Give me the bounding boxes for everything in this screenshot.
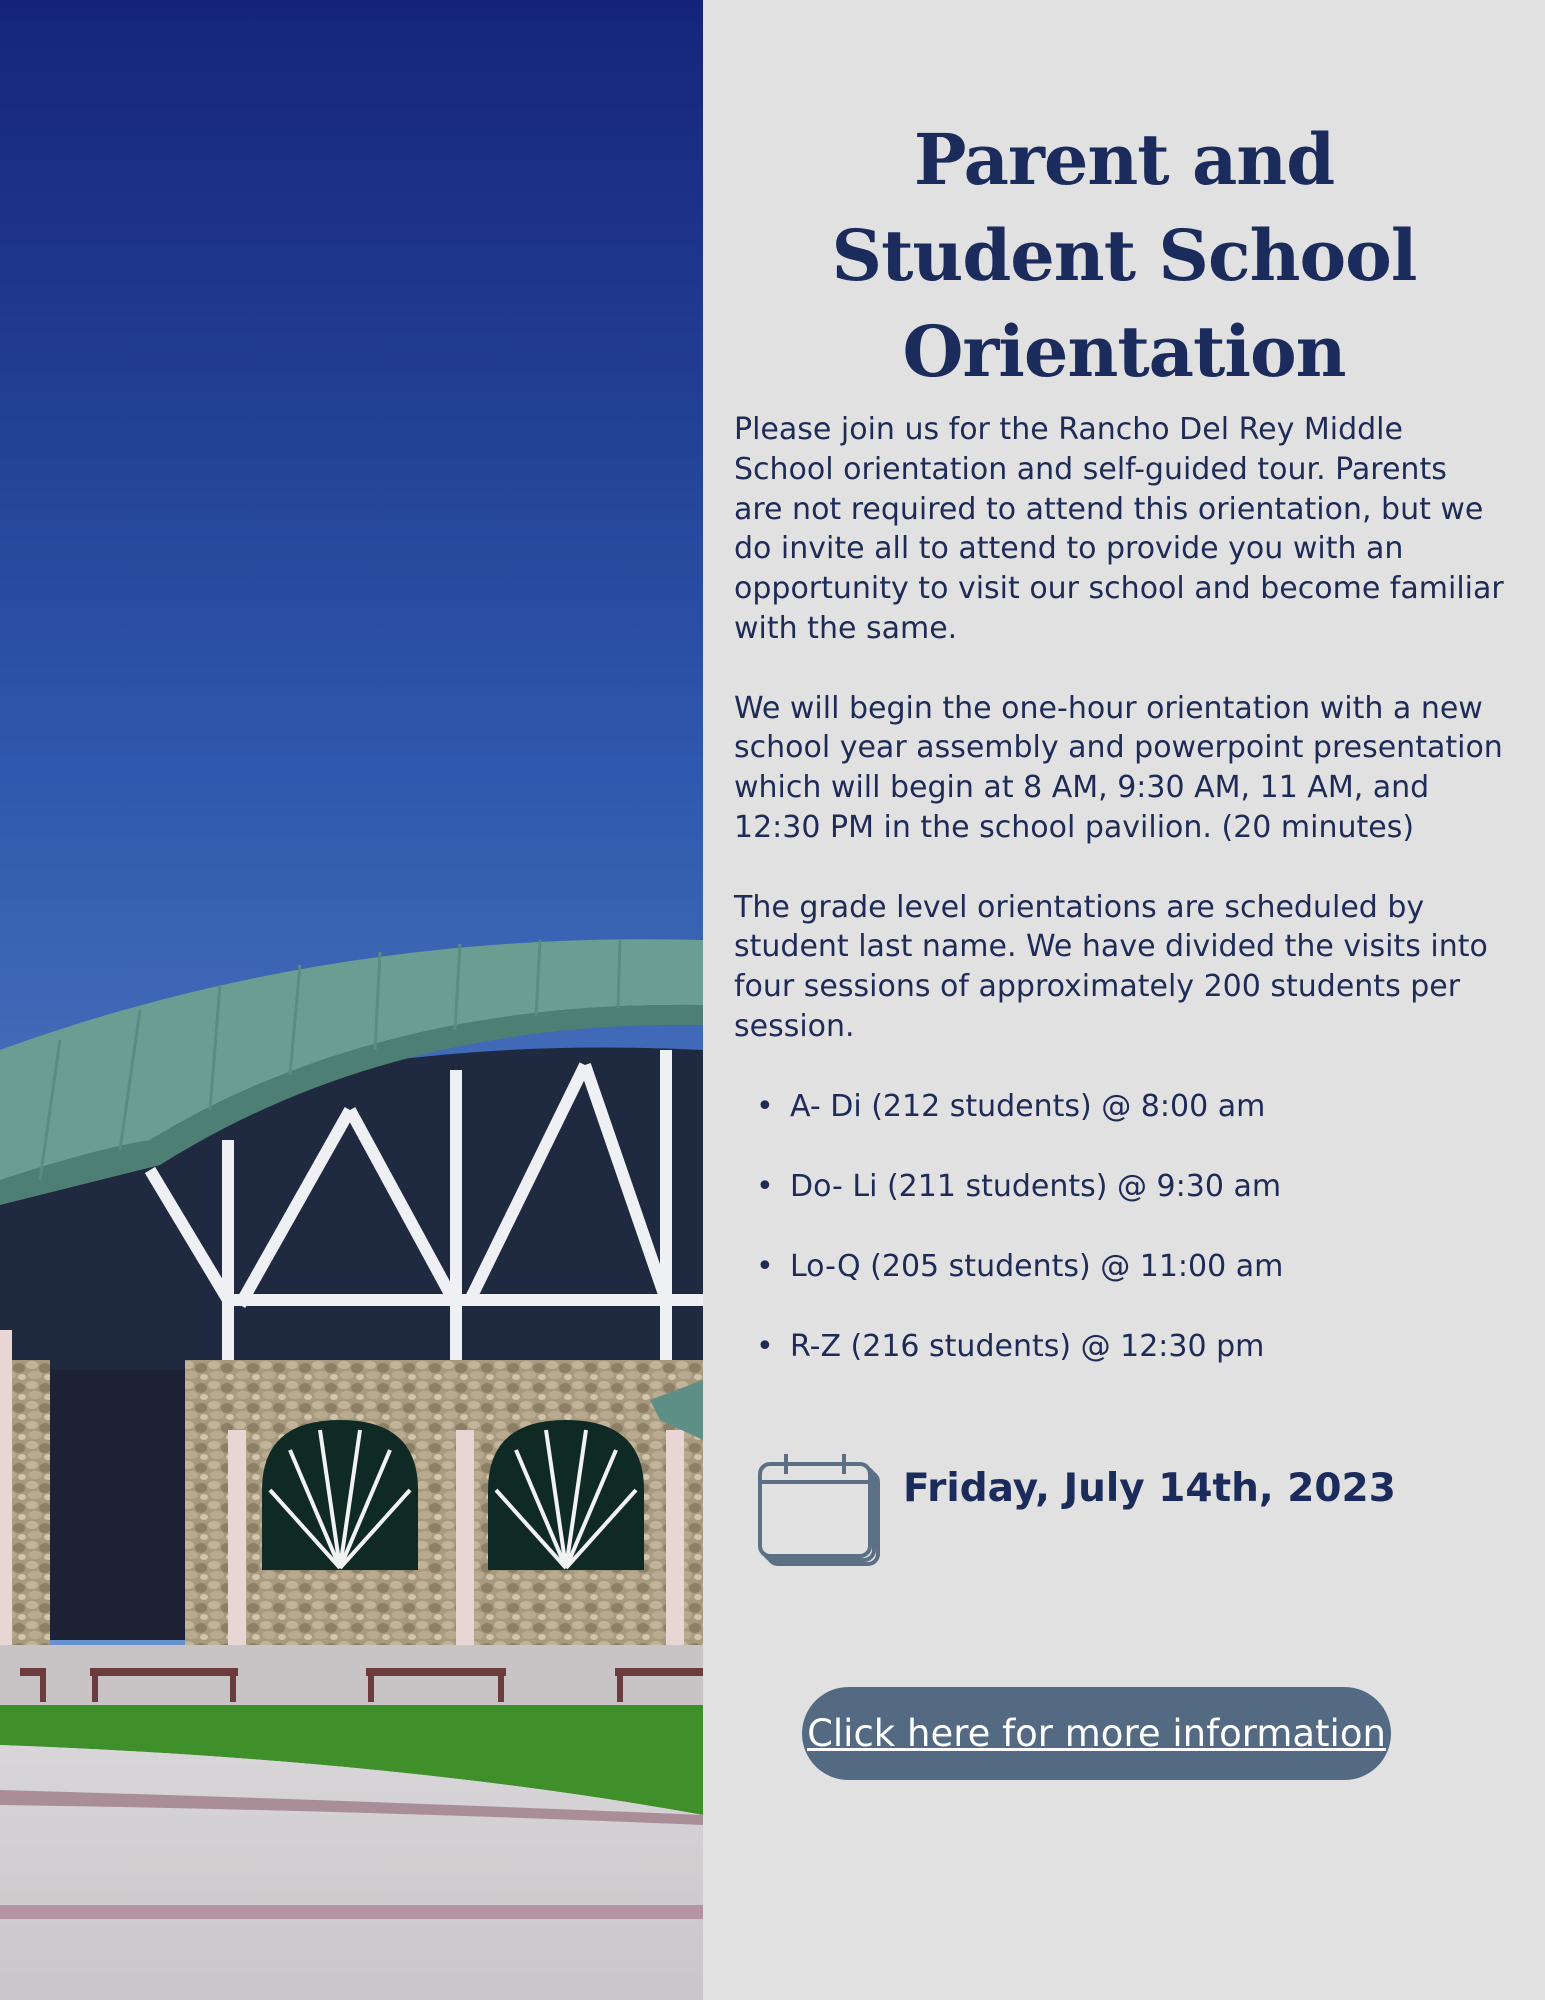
session-item	[734, 1087, 1534, 1127]
session-item	[734, 1167, 1534, 1207]
bullet-marker: •	[756, 1168, 774, 1204]
text-line: 12:30 PM in the school pavilion. (20 minutes)	[734, 809, 1415, 845]
event-date	[758, 1452, 1518, 1567]
text-line: are not required to attend this orientation, but we	[734, 491, 1484, 527]
text-line: which will begin at 8 AM, 9:30 AM, 11 AM, and	[734, 770, 1430, 806]
pavilion-illustration	[0, 0, 703, 2000]
text-line: School orientation and self-guided tour. Parents	[734, 451, 1447, 487]
text-line: school year assembly and powerpoint presentation	[734, 730, 1503, 766]
text-line: The grade level orientations are scheduled by	[734, 889, 1425, 925]
intro-paragraph	[734, 410, 1534, 649]
calendar-icon	[758, 1452, 882, 1567]
text-line: four sessions of approximately 200 students per	[734, 969, 1461, 1005]
text-line: opportunity to visit our school and become familiar	[734, 571, 1504, 607]
bullet-marker: •	[756, 1328, 774, 1364]
school-pavilion-photo	[0, 0, 703, 2000]
text-line: student last name. We have divided the visits into	[734, 929, 1488, 965]
grade-level-paragraph	[734, 888, 1534, 1047]
text-line: do invite all to attend to provide you with an	[734, 531, 1404, 567]
info-panel	[703, 0, 1545, 2000]
event-date-text: Friday, July 14th, 2023	[903, 1466, 1396, 1511]
title-line: Student School	[831, 214, 1417, 297]
body-text	[734, 410, 1534, 1407]
bullet-marker: •	[756, 1088, 774, 1124]
text-line: with the same.	[734, 610, 958, 646]
session-item	[734, 1327, 1534, 1367]
text-line: Please join us for the Rancho Del Rey Middle	[734, 412, 1403, 447]
session-text: Do- Li (211 students) @ 9:30 am	[790, 1168, 1282, 1204]
session-text: Lo-Q (205 students) @ 11:00 am	[790, 1248, 1284, 1284]
session-text: R-Z (216 students) @ 12:30 pm	[790, 1328, 1265, 1364]
session-text: A- Di (212 students) @ 8:00 am	[790, 1088, 1266, 1124]
title-line: Orientation	[902, 310, 1346, 393]
title-line: Parent and	[913, 118, 1335, 201]
text-line: session.	[734, 1008, 855, 1044]
session-item	[734, 1247, 1534, 1287]
text-line: We will begin the one-hour orientation with a new	[734, 690, 1483, 726]
assembly-paragraph	[734, 689, 1534, 848]
more-information-button[interactable]: Click here for more information	[802, 1687, 1391, 1780]
page-title	[703, 112, 1545, 400]
session-list	[734, 1087, 1534, 1367]
bullet-marker: •	[756, 1248, 774, 1284]
